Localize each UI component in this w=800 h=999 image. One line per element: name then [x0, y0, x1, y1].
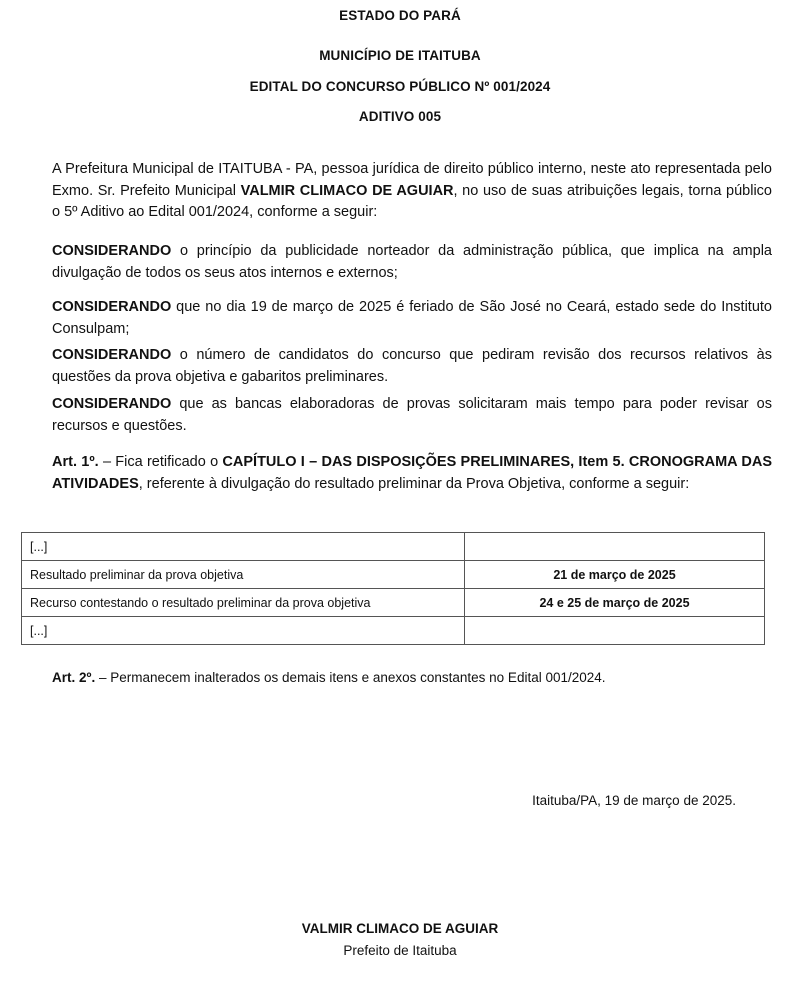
article-1-text-1: – Fica retificado o — [98, 454, 223, 470]
signer-title: Prefeito de Itaituba — [343, 943, 457, 958]
aditivo-heading: ADITIVO 005 — [358, 109, 442, 124]
place-date-line: Itaituba/PA, 19 de março de 2025. — [532, 793, 736, 808]
table-row — [22, 533, 765, 561]
considerando-text: que as bancas elaboradoras de provas solicitaram mais tempo para poder revisar os recursos e questões. — [52, 396, 772, 434]
table-row — [22, 561, 765, 589]
activity-cell: Resultado preliminar da prova objetiva — [22, 561, 465, 589]
date-cell: 21 de março de 2025 — [465, 561, 765, 589]
considerando-text: o princípio da publicidade norteador da administração pública, que implica na ampla divulgação de todos os seus atos internos e externos; — [52, 243, 772, 281]
table-row — [22, 589, 765, 617]
article-1-chapter: CAPÍTULO I – DAS DISPOSIÇÕES PRELIMINARES, Item 5. CRONOGRAMA DAS ATIVIDADES — [52, 454, 773, 492]
article-1-paragraph — [52, 452, 772, 495]
considerando-text: o número de candidatos do concurso que pediram revisão dos recursos relativos às questões da prova objetiva e gabaritos preliminares. — [52, 347, 772, 385]
date-cell: 24 e 25 de março de 2025 — [465, 589, 765, 617]
intro-text-1: A Prefeitura Municipal de ITAITUBA - PA, pessoa jurídica de direito público interno, neste ato representada pelo Exmo. Sr. Prefeito Municipal — [52, 161, 772, 199]
municipality-heading: MUNICÍPIO DE ITAITUBA — [319, 48, 481, 63]
article-2-text: – Permanecem inalterados os demais itens e anexos constantes no Edital 001/2024. — [95, 670, 606, 685]
considerando-paragraph — [52, 241, 772, 284]
article-2-paragraph — [52, 670, 772, 685]
considerando-label: CONSIDERANDO — [52, 299, 172, 315]
considerando-paragraph — [52, 345, 772, 388]
activity-cell: Recurso contestando o resultado preliminar da prova objetiva — [22, 589, 465, 617]
considerando-label: CONSIDERANDO — [52, 396, 172, 412]
considerando-text: que no dia 19 de março de 2025 é feriado de São José no Ceará, estado sede do Instituto Consulpam; — [52, 299, 772, 337]
article-2-label: Art. 2º. — [52, 670, 96, 685]
considerando-paragraph — [52, 394, 772, 437]
date-cell — [465, 617, 765, 645]
article-1-text-2: , referente à divulgação do resultado preliminar da Prova Objetiva, conforme a seguir: — [138, 475, 690, 492]
intro-text-2: , no uso de suas atribuições legais, torna público o 5º Aditivo ao Edital 001/2024, conforme a seguir: — [52, 182, 772, 220]
intro-paragraph — [52, 159, 772, 224]
state-heading: ESTADO DO PARÁ — [339, 8, 461, 23]
activity-cell: [...] — [22, 617, 465, 645]
schedule-table — [21, 532, 765, 645]
edital-heading: EDITAL DO CONCURSO PÚBLICO Nº 001/2024 — [249, 79, 551, 94]
table-row — [22, 617, 765, 645]
article-1-label: Art. 1º. — [52, 454, 99, 470]
considerando-paragraph — [52, 297, 772, 340]
considerando-label: CONSIDERANDO — [52, 243, 172, 259]
considerando-label: CONSIDERANDO — [52, 347, 172, 363]
activity-cell: [...] — [22, 533, 465, 561]
signer-name: VALMIR CLIMACO DE AGUIAR — [301, 921, 499, 936]
date-cell — [465, 533, 765, 561]
mayor-name: VALMIR CLIMACO DE AGUIAR — [240, 182, 454, 199]
